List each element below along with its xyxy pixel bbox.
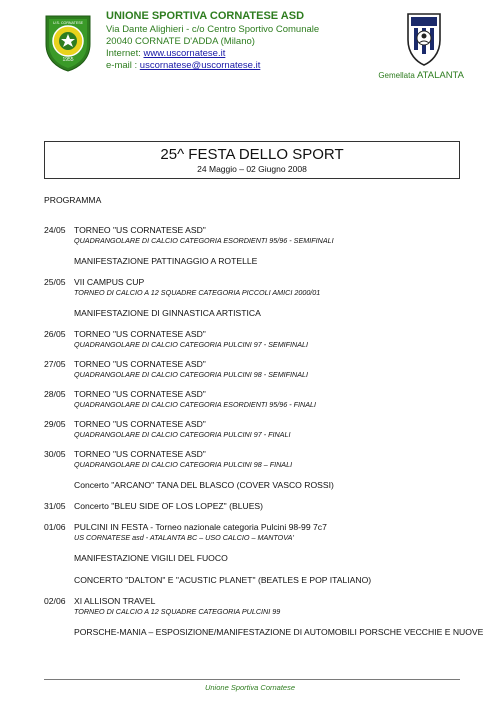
entry-detail: QUADRANGOLARE DI CALCIO CATEGORIA PULCINI 98 – FINALI [74, 460, 293, 469]
entry-body [74, 389, 474, 409]
footer-text: Unione Sportiva Cornatese [204, 683, 296, 692]
entry-title: PULCINI IN FESTA - Torneo nazionale categoria Pulcini 98-99 7c7 [74, 522, 327, 532]
entry-title: VII CAMPUS CUP [74, 277, 145, 287]
entry-title: TORNEO "US CORNATESE ASD" [74, 389, 206, 399]
twin-label: Gemellata [378, 71, 415, 80]
entry-body [74, 329, 474, 349]
entry-date: 30/05 [44, 449, 66, 459]
entry-date: 31/05 [44, 501, 66, 511]
entry-title: TORNEO "US CORNATESE ASD" [74, 225, 206, 235]
entry-spacer [74, 297, 474, 308]
entry-separator [44, 349, 474, 359]
entry-title: XI ALLISON TRAVEL [74, 596, 156, 606]
entry-detail: QUADRANGOLARE DI CALCIO CATEGORIA PULCINI 98 - SEMIFINALI [74, 370, 309, 379]
entry-title: MANIFESTAZIONE PATTINAGGIO A ROTELLE [74, 256, 258, 266]
program-entry [44, 501, 474, 512]
entry-detail: QUADRANGOLARE DI CALCIO CATEGORIA ESORDIENTI 95/96 - FINALI [74, 400, 317, 409]
event-title: 25^ FESTA DELLO SPORT [160, 146, 344, 163]
entry-title: MANIFESTAZIONE DI GINNASTICA ARTISTICA [74, 308, 261, 318]
letterhead [44, 10, 464, 82]
entry-separator [44, 586, 474, 596]
entry-body [74, 225, 474, 267]
program-entry [44, 329, 474, 349]
entry-title: TORNEO "US CORNATESE ASD" [74, 449, 206, 459]
internet-row [106, 48, 319, 60]
program-content [44, 193, 484, 638]
program-entry [44, 225, 474, 267]
entry-title: TORNEO "US CORNATESE ASD" [74, 419, 206, 429]
club-crest-logo [44, 14, 92, 72]
program-entry [44, 449, 474, 491]
entry-spacer [74, 245, 474, 256]
twin-club: ATALANTA [417, 70, 464, 81]
entry-spacer [74, 542, 474, 553]
program-entries [44, 225, 484, 638]
entry-title: PORSCHE-MANIA – ESPOSIZIONE/MANIFESTAZIONE DI AUTOMOBILI PORSCHE VECCHIE E NUOVE [74, 627, 484, 637]
entry-separator [44, 491, 474, 501]
entry-title: Concerto "BLEU SIDE OF LOS LOPEZ" (BLUES) [74, 501, 264, 511]
program-entry [44, 419, 474, 439]
entry-date: 02/06 [44, 596, 66, 606]
entry-date: 01/06 [44, 522, 66, 532]
entry-body [74, 596, 484, 638]
entry-detail: TORNEO DI CALCIO A 12 SQUADRE CATEGORIA PICCOLI AMICI 2000/01 [74, 288, 321, 297]
footer-divider [44, 679, 460, 680]
entry-detail: US CORNATESE asd - ATALANTA BC – USO CALCIO – MANTOVA' [74, 533, 294, 542]
entry-title: TORNEO "US CORNATESE ASD" [74, 329, 206, 339]
entry-date: 29/05 [44, 419, 66, 429]
entry-detail: TORNEO DI CALCIO A 12 SQUADRE CATEGORIA PULCINI 99 [74, 607, 281, 616]
email-link[interactable]: uscornatese@uscornatese.it [139, 60, 261, 71]
entry-spacer [74, 616, 474, 627]
entry-title: MANIFESTAZIONE VIGILI DEL FUOCO [74, 553, 228, 563]
entry-body [74, 277, 474, 319]
club-city: 20040 CORNATE D'ADDA (Milano) [106, 36, 255, 47]
program-entry [44, 359, 474, 379]
entry-title: CONCERTO "DALTON" E "ACUSTIC PLANET" (BEATLES E POP ITALIANO) [74, 575, 372, 585]
entry-detail: QUADRANGOLARE DI CALCIO CATEGORIA PULCINI 97 - FINALI [74, 430, 291, 439]
club-contact-block [106, 10, 319, 72]
entry-spacer [74, 564, 474, 575]
entry-separator [44, 439, 474, 449]
event-dates: 24 Maggio – 02 Giugno 2008 [197, 164, 307, 174]
program-heading: PROGRAMMA [44, 195, 102, 205]
entry-separator [44, 379, 474, 389]
program-entry [44, 596, 484, 638]
website-link[interactable]: www.uscornatese.it [143, 48, 226, 59]
entry-detail: QUADRANGOLARE DI CALCIO CATEGORIA PULCINI 97 - SEMIFINALI [74, 340, 309, 349]
program-entry [44, 522, 474, 586]
entry-body [74, 419, 474, 439]
entry-body [74, 359, 474, 379]
entry-date: 26/05 [44, 329, 66, 339]
entry-date: 24/05 [44, 225, 66, 235]
entry-separator [44, 267, 474, 277]
email-label: e-mail : [106, 60, 138, 71]
entry-detail: QUADRANGOLARE DI CALCIO CATEGORIA ESORDIENTI 95/96 - SEMIFINALI [74, 236, 334, 245]
event-title-box [44, 141, 460, 179]
atalanta-crest-logo [406, 12, 442, 66]
program-entry [44, 277, 474, 319]
entry-title: Concerto "ARCANO" TANA DEL BLASCO (COVER VASCO ROSSI) [74, 480, 334, 490]
entry-spacer [74, 469, 474, 480]
program-entry [44, 389, 474, 409]
entry-body [74, 501, 474, 512]
svg-text:U.S. CORNATESE: U.S. CORNATESE [52, 21, 84, 25]
entry-separator [44, 512, 474, 522]
svg-text:1955: 1955 [62, 57, 74, 63]
internet-label: Internet: [106, 48, 141, 59]
club-address: Via Dante Alighieri - c/o Centro Sportivo Comunale [106, 24, 320, 35]
email-row [106, 60, 319, 72]
entry-body [74, 449, 474, 491]
twinning-label [378, 70, 464, 81]
entry-date: 25/05 [44, 277, 66, 287]
entry-date: 27/05 [44, 359, 66, 369]
club-name: UNIONE SPORTIVA CORNATESE ASD [106, 10, 305, 22]
entry-title: TORNEO "US CORNATESE ASD" [74, 359, 206, 369]
entry-date: 28/05 [44, 389, 66, 399]
entry-separator [44, 409, 474, 419]
entry-separator [44, 319, 474, 329]
entry-body [74, 522, 474, 586]
